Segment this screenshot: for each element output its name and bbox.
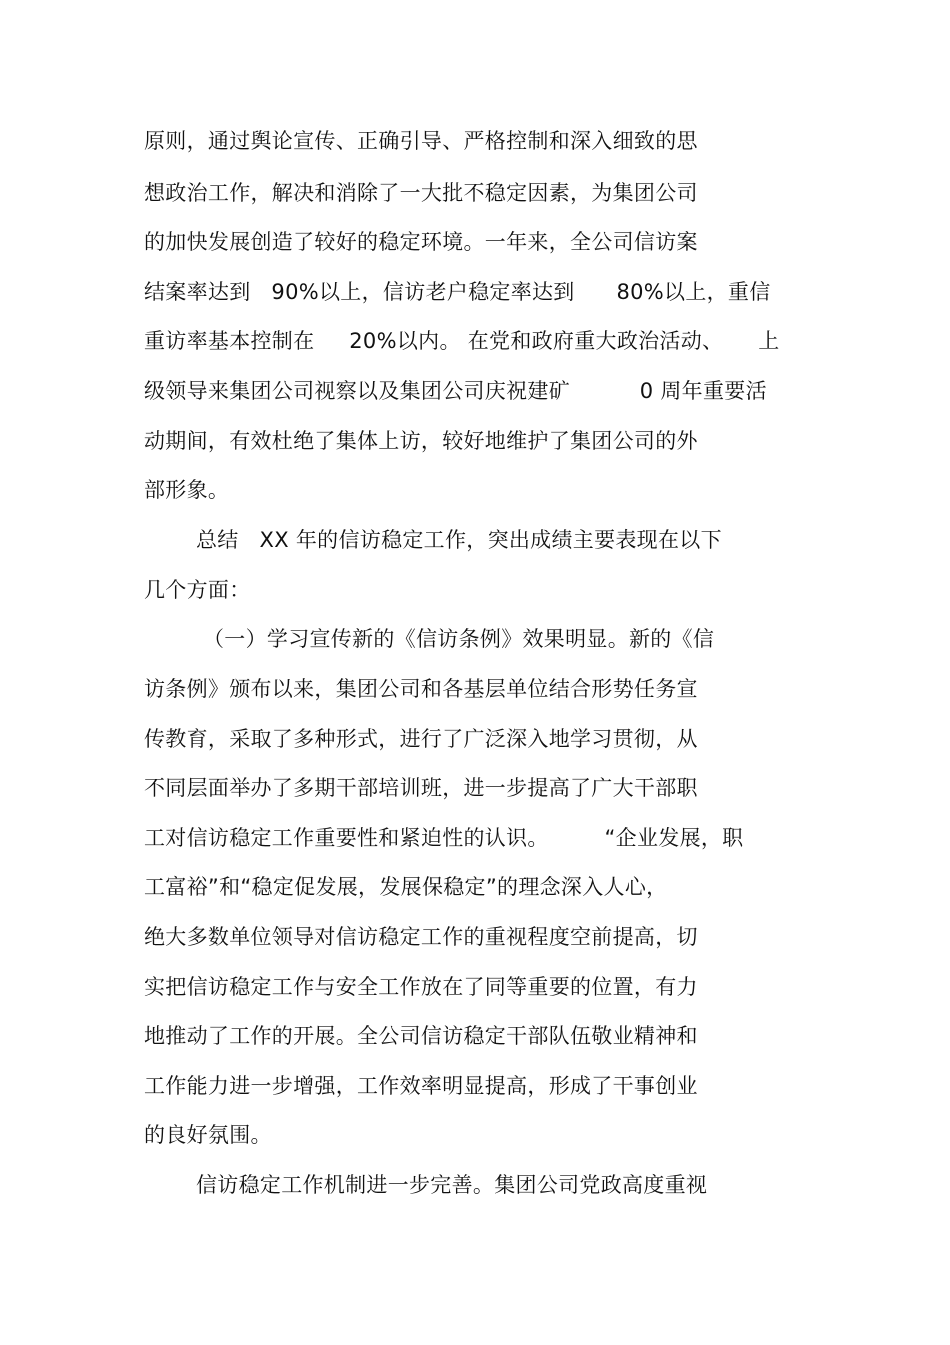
text-line: 想政治工作，解决和消除了一大批不稳定因素，为集团公司 — [144, 181, 698, 205]
text-line: 工作能力进一步增强，工作效率明显提高，形成了干事创业 — [144, 1074, 698, 1098]
text-line: 地推动了工作的开展。全公司信访稳定干部队伍敬业精神和 — [144, 1024, 698, 1048]
text-line: 重访率基本控制在 20%以内。 在党和政府重大政治活动、 上 — [144, 329, 780, 353]
text-line: 工对信访稳定工作重要性和紧迫性的认识。 “企业发展，职 — [144, 826, 744, 850]
text-line: 工富裕”和“稳定促发展，发展保稳定”的理念深入人心， — [144, 875, 668, 899]
text-line: 传教育，采取了多种形式，进行了广泛深入地学习贯彻，从 — [144, 727, 698, 751]
text-line: 信访稳定工作机制进一步完善。集团公司党政高度重视 — [196, 1173, 708, 1197]
text-line: （一）学习宣传新的《信访条例》效果明显。新的《信 — [203, 627, 715, 651]
text-line: 的良好氛围。 — [144, 1123, 272, 1147]
text-line: 动期间，有效杜绝了集体上访，较好地维护了集团公司的外 — [144, 429, 698, 453]
text-line: 部形象。 — [144, 478, 230, 502]
text-line: 实把信访稳定工作与安全工作放在了同等重要的位置，有力 — [144, 975, 698, 999]
text-line: 结案率达到 90%以上，信访老户稳定率达到 80%以上，重信 — [144, 280, 771, 304]
text-line: 几个方面： — [144, 578, 251, 602]
text-line: 不同层面举办了多期干部培训班，进一步提高了广大干部职 — [144, 776, 698, 800]
text-line: 绝大多数单位领导对信访稳定工作的重视程度空前提高，切 — [144, 925, 698, 949]
text-line: 原则，通过舆论宣传、正确引导、严格控制和深入细致的思 — [144, 129, 698, 153]
text-line: 总结 XX 年的信访稳定工作，突出成绩主要表现在以下 — [196, 528, 722, 552]
text-line: 访条例》颁布以来，集团公司和各基层单位结合形势任务宣 — [144, 677, 698, 701]
text-line: 级领导来集团公司视察以及集团公司庆祝建矿 0 周年重要活 — [144, 379, 767, 403]
text-line: 的加快发展创造了较好的稳定环境。一年来，全公司信访案 — [144, 230, 698, 254]
